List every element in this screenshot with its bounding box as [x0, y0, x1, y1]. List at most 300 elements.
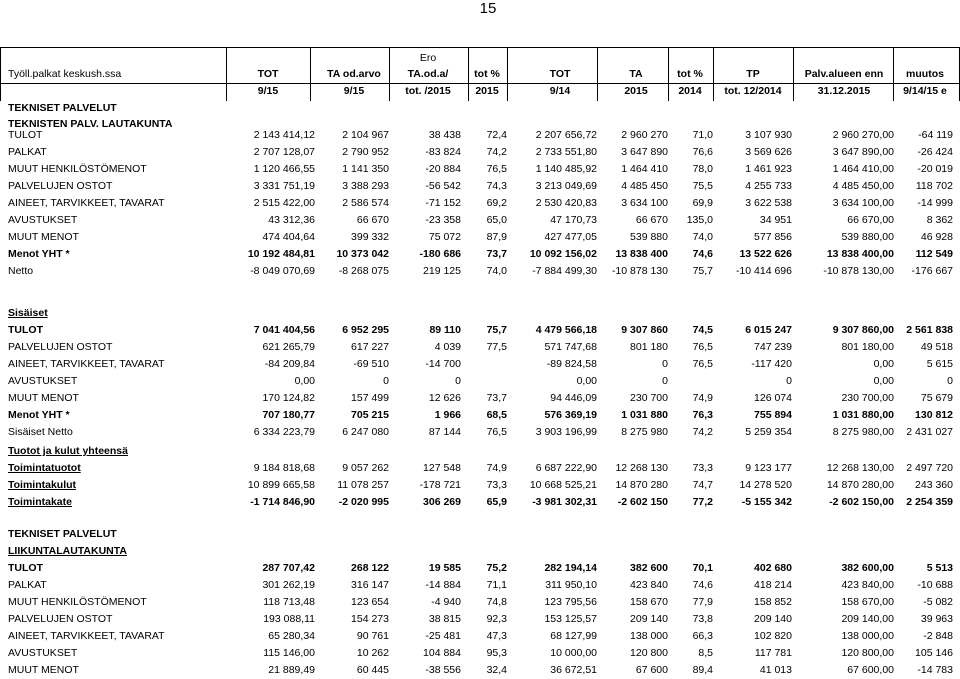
cell-value: 382 600,00 [841, 562, 894, 574]
cell-value: 158 852 [754, 596, 792, 608]
cell-value: 4 039 [434, 341, 461, 353]
cell-value: 74,0 [486, 265, 507, 277]
cell-value: -1 714 846,90 [250, 496, 315, 508]
header-cell: tot. /2015 [405, 85, 451, 97]
header-cell: muutos [906, 68, 944, 80]
cell-value: -25 481 [425, 630, 461, 642]
cell-value: 158 670,00 [841, 596, 894, 608]
cell-value: 87 144 [428, 426, 461, 438]
cell-value: 8 275 980 [621, 426, 668, 438]
cell-value: 123 654 [351, 596, 389, 608]
cell-value: -10 878 130,00 [823, 265, 894, 277]
cell-value: 3 647 890 [621, 146, 668, 158]
cell-value: 1 140 485,92 [535, 163, 597, 175]
table-row [0, 127, 960, 144]
cell-value: 14 870 280 [615, 479, 668, 491]
cell-value: 10 899 665,58 [247, 479, 315, 491]
row-label: TULOT [8, 129, 43, 141]
row-label: Toimintatuotot [8, 462, 81, 474]
cell-value: 402 680 [754, 562, 792, 574]
cell-value: -8 049 070,69 [250, 265, 315, 277]
cell-value: 316 147 [351, 579, 389, 591]
cell-value: 8 275 980,00 [832, 426, 894, 438]
cell-value: 76,5 [692, 358, 713, 370]
table-row [0, 246, 960, 263]
cell-value: 10 000,00 [550, 647, 597, 659]
row-label: Sisäiset Netto [8, 426, 73, 438]
cell-value: 5 259 354 [745, 426, 792, 438]
cell-value: -83 824 [425, 146, 461, 158]
cell-value: -14 884 [425, 579, 461, 591]
table-row [0, 628, 960, 645]
section-title-text: TEKNISET PALVELUT [8, 102, 117, 114]
cell-value: 3 331 751,19 [253, 180, 315, 192]
table-row [0, 212, 960, 229]
row-label: MUUT HENKILÖSTÖMENOT [8, 163, 147, 175]
cell-value: 13 838 400 [615, 248, 668, 260]
grid-line [468, 47, 469, 101]
header-cell: tot % [474, 68, 500, 80]
cell-value: 76,5 [486, 426, 507, 438]
cell-value: 0,00 [873, 358, 894, 370]
cell-value: 19 585 [428, 562, 461, 574]
grid-line [893, 47, 894, 101]
cell-value: 707 180,77 [262, 409, 315, 421]
cell-value: 4 485 450,00 [832, 180, 894, 192]
table-row [0, 390, 960, 407]
cell-value: 94 446,09 [550, 392, 597, 404]
cell-value: 747 239 [754, 341, 792, 353]
cell-value: 1 464 410,00 [832, 163, 894, 175]
cell-value: 0 [662, 358, 668, 370]
cell-value: 102 820 [754, 630, 792, 642]
cell-value: 75 072 [428, 231, 461, 243]
cell-value: 423 840,00 [841, 579, 894, 591]
cell-value: 89 110 [429, 324, 461, 336]
cell-value: 77,9 [692, 596, 713, 608]
cell-value: 153 125,57 [544, 613, 597, 625]
cell-value: -3 981 302,31 [532, 496, 597, 508]
cell-value: 77,2 [692, 496, 713, 508]
cell-value: 571 747,68 [544, 341, 597, 353]
cell-value: 6 334 223,79 [253, 426, 315, 438]
row-label: Menot YHT * [8, 248, 70, 260]
table-row [0, 195, 960, 212]
table-row [0, 611, 960, 628]
cell-value: 10 668 525,21 [529, 479, 597, 491]
cell-value: -2 602 150 [617, 496, 668, 508]
cell-value: 10 192 484,81 [247, 248, 315, 260]
cell-value: 75,7 [486, 324, 507, 336]
cell-value: 14 870 280,00 [826, 479, 894, 491]
cell-value: -56 542 [425, 180, 461, 192]
cell-value: -10 878 130 [611, 265, 668, 277]
cell-value: 69,2 [486, 197, 507, 209]
row-label: Toimintakate [8, 496, 72, 508]
cell-value: 1 461 923 [745, 163, 792, 175]
cell-value: 705 215 [351, 409, 389, 421]
cell-value: 74,9 [692, 392, 713, 404]
cell-value: -176 667 [911, 265, 953, 277]
cell-value: -71 152 [425, 197, 461, 209]
section-title-text: Sisäiset [8, 307, 48, 319]
cell-value: 9 123 177 [745, 462, 792, 474]
cell-value: 75,7 [692, 265, 713, 277]
table-row [0, 577, 960, 594]
cell-value: 74,6 [692, 248, 713, 260]
cell-value: 801 180,00 [841, 341, 894, 353]
table-row [0, 178, 960, 195]
table-row [0, 662, 960, 679]
cell-value: -26 424 [917, 146, 953, 158]
cell-value: -2 848 [923, 630, 953, 642]
cell-value: 74,3 [486, 180, 507, 192]
cell-value: 539 880 [630, 231, 668, 243]
cell-value: 3 569 626 [745, 146, 792, 158]
section-title-text: TEKNISTEN PALV. LAUTAKUNTA [8, 118, 173, 130]
cell-value: 2 515 422,00 [253, 197, 315, 209]
cell-value: 67 600 [635, 664, 668, 676]
cell-value: 0,00 [294, 375, 315, 387]
cell-value: 5 615 [926, 358, 953, 370]
cell-value: 154 273 [351, 613, 389, 625]
cell-value: 0 [662, 375, 668, 387]
header-cell: TP [746, 68, 760, 80]
cell-value: 66 670 [356, 214, 389, 226]
cell-value: -8 268 075 [338, 265, 389, 277]
cell-value: -14 700 [425, 358, 461, 370]
cell-value: 75,5 [692, 180, 713, 192]
cell-value: -89 824,58 [546, 358, 597, 370]
table-row [0, 477, 960, 494]
section-title [0, 100, 960, 117]
row-label: MUUT HENKILÖSTÖMENOT [8, 596, 147, 608]
cell-value: 38 438 [428, 129, 461, 141]
cell-value: 2 790 952 [342, 146, 389, 158]
cell-value: 6 952 295 [342, 324, 389, 336]
cell-value: 219 125 [423, 265, 461, 277]
cell-value: 3 388 293 [342, 180, 389, 192]
table-row [0, 494, 960, 511]
row-label: Toimintakulut [8, 479, 77, 491]
cell-value: 32,4 [486, 664, 507, 676]
cell-value: 75,2 [486, 562, 507, 574]
grid-line [793, 47, 794, 101]
cell-value: 89,4 [692, 664, 713, 676]
cell-value: 621 265,79 [262, 341, 315, 353]
cell-value: 243 360 [915, 479, 953, 491]
table-row [0, 424, 960, 441]
cell-value: 755 894 [754, 409, 792, 421]
table-row [0, 229, 960, 246]
cell-value: 43 312,36 [268, 214, 315, 226]
row-label: AVUSTUKSET [8, 214, 78, 226]
grid-line [226, 47, 227, 101]
cell-value: 157 499 [351, 392, 389, 404]
cell-value: 118 702 [915, 180, 953, 192]
cell-value: 73,3 [692, 462, 713, 474]
row-label: AINEET, TARVIKKEET, TAVARAT [8, 358, 165, 370]
cell-value: -38 556 [425, 664, 461, 676]
header-cell: 9/15 [343, 85, 365, 97]
cell-value: 76,3 [692, 409, 713, 421]
cell-value: 2 530 420,83 [535, 197, 597, 209]
section-title [0, 305, 960, 322]
cell-value: 123 795,56 [544, 596, 597, 608]
cell-value: 2 254 359 [906, 496, 953, 508]
cell-value: 60 445 [356, 664, 389, 676]
grid-line [310, 47, 311, 101]
row-label: MUUT MENOT [8, 392, 79, 404]
cell-value: 1 141 350 [342, 163, 389, 175]
header-cell: TOT [549, 68, 571, 80]
cell-value: 158 670 [630, 596, 668, 608]
header-cell: 9/14 [549, 85, 571, 97]
cell-value: 1 966 [434, 409, 461, 421]
cell-value: 0 [947, 375, 953, 387]
cell-value: 5 513 [926, 562, 953, 574]
cell-value: 71,1 [486, 579, 507, 591]
header-cell: TOT [257, 68, 279, 80]
row-label: TULOT [8, 324, 43, 336]
cell-value: 8,5 [698, 647, 713, 659]
header-cell: tot % [677, 68, 703, 80]
cell-value: 13 838 400,00 [826, 248, 894, 260]
table-row [0, 263, 960, 280]
header-cell: Ero [419, 52, 437, 64]
cell-value: 13 522 626 [739, 248, 792, 260]
cell-value: 112 549 [915, 248, 953, 260]
cell-value: 4 479 566,18 [535, 324, 597, 336]
cell-value: 2 586 574 [342, 197, 389, 209]
cell-value: 2 431 027 [906, 426, 953, 438]
grid-line [0, 47, 960, 48]
table-row [0, 356, 960, 373]
table-row [0, 144, 960, 161]
row-label: AINEET, TARVIKKEET, TAVARAT [8, 197, 165, 209]
cell-value: 76,5 [486, 163, 507, 175]
cell-value: 209 140 [754, 613, 792, 625]
cell-value: -5 082 [923, 596, 953, 608]
cell-value: 2 960 270,00 [832, 129, 894, 141]
cell-value: -84 209,84 [264, 358, 315, 370]
cell-value: -69 510 [353, 358, 389, 370]
cell-value: 95,3 [486, 647, 507, 659]
cell-value: -14 999 [917, 197, 953, 209]
cell-value: 71,0 [692, 129, 713, 141]
cell-value: 282 194,14 [544, 562, 597, 574]
header-cell: Palv.alueen enn [804, 68, 884, 80]
header-cell: TA.od.a/ [407, 68, 449, 80]
grid-line [507, 47, 508, 101]
grid-line [0, 83, 960, 84]
cell-value: 0,00 [576, 375, 597, 387]
cell-value: 382 600 [630, 562, 668, 574]
cell-value: 65,9 [486, 496, 507, 508]
header-row [0, 66, 960, 83]
header-cell: 9/14/15 e [903, 85, 947, 97]
cell-value: 617 227 [351, 341, 389, 353]
cell-value: 127 548 [423, 462, 461, 474]
cell-value: 77,5 [486, 341, 507, 353]
row-label: Netto [8, 265, 34, 277]
cell-value: 115 146,00 [263, 647, 315, 659]
cell-value: 39 963 [920, 613, 953, 625]
cell-value: 423 840 [630, 579, 668, 591]
cell-value: 306 269 [423, 496, 461, 508]
row-label: AVUSTUKSET [8, 375, 78, 387]
cell-value: 74,2 [692, 426, 713, 438]
cell-value: -2 020 995 [338, 496, 389, 508]
cell-value: 73,3 [486, 479, 507, 491]
cell-value: 301 262,19 [262, 579, 315, 591]
cell-value: 68 127,99 [550, 630, 597, 642]
cell-value: 41 013 [759, 664, 792, 676]
grid-line [668, 47, 669, 101]
cell-value: 427 477,05 [544, 231, 597, 243]
cell-value: 69,9 [692, 197, 713, 209]
cell-value: 2 733 551,80 [535, 146, 597, 158]
row-label: TULOT [8, 562, 43, 574]
cell-value: 311 950,10 [545, 579, 597, 591]
cell-value: 12 626 [428, 392, 461, 404]
cell-value: 3 634 100 [621, 197, 668, 209]
cell-value: -14 783 [917, 664, 953, 676]
cell-value: 7 041 404,56 [253, 324, 315, 336]
cell-value: 130 812 [915, 409, 953, 421]
header-cell: TA od.arvo [327, 68, 381, 80]
cell-value: 1 120 466,55 [253, 163, 315, 175]
cell-value: 9 307 860 [621, 324, 668, 336]
cell-value: 34 951 [759, 214, 792, 226]
cell-value: 47,3 [486, 630, 507, 642]
table-row [0, 407, 960, 424]
cell-value: 38 815 [428, 613, 461, 625]
cell-value: 70,1 [692, 562, 713, 574]
cell-value: 2 707 128,07 [253, 146, 315, 158]
cell-value: 3 107 930 [745, 129, 792, 141]
page-number: 15 [479, 0, 497, 17]
cell-value: 230 700 [630, 392, 668, 404]
cell-value: 577 856 [754, 231, 792, 243]
cell-value: 0 [786, 375, 792, 387]
row-label: PALVELUJEN OSTOT [8, 341, 113, 353]
cell-value: 74,8 [486, 596, 507, 608]
row-label: MUUT MENOT [8, 664, 79, 676]
header-cell: 2014 [678, 85, 702, 97]
header-cell: 2015 [475, 85, 499, 97]
section-title-text: Tuotot ja kulut yhteensä [8, 445, 128, 457]
cell-value: 10 373 042 [336, 248, 389, 260]
section-title-text: TEKNISET PALVELUT [8, 528, 117, 540]
cell-value: 2 207 656,72 [535, 129, 597, 141]
table-row [0, 460, 960, 477]
cell-value: 3 622 538 [745, 197, 792, 209]
cell-value: 65 280,34 [268, 630, 315, 642]
header-cell: tot. 12/2014 [724, 85, 782, 97]
cell-value: 6 247 080 [342, 426, 389, 438]
row-label: AVUSTUKSET [8, 647, 78, 659]
cell-value: 418 214 [754, 579, 792, 591]
cell-value: -5 155 342 [741, 496, 792, 508]
cell-value: 117 781 [754, 647, 792, 659]
header-row [0, 83, 960, 100]
cell-value: 73,7 [486, 248, 507, 260]
cell-value: 73,7 [486, 392, 507, 404]
cell-value: 74,5 [692, 324, 713, 336]
cell-value: 209 140,00 [841, 613, 894, 625]
cell-value: -64 119 [918, 129, 953, 141]
cell-value: 4 485 450 [621, 180, 668, 192]
cell-value: 193 088,11 [263, 613, 315, 625]
cell-value: 68,5 [486, 409, 507, 421]
cell-value: 105 146 [915, 647, 953, 659]
cell-value: -117 420 [751, 358, 792, 370]
row-label: PALVELUJEN OSTOT [8, 180, 113, 192]
cell-value: 3 903 196,99 [535, 426, 597, 438]
cell-value: 10 262 [356, 647, 389, 659]
row-label: PALKAT [8, 146, 47, 158]
cell-value: -4 940 [431, 596, 461, 608]
cell-value: 1 464 410 [621, 163, 668, 175]
cell-value: 801 180 [630, 341, 668, 353]
cell-value: 9 184 818,68 [253, 462, 315, 474]
cell-value: 138 000 [630, 630, 668, 642]
header-cell: 9/15 [257, 85, 279, 97]
row-label: Menot YHT * [8, 409, 70, 421]
section-title [0, 526, 960, 543]
cell-value: 1 031 880,00 [832, 409, 894, 421]
cell-value: 539 880,00 [841, 231, 894, 243]
cell-value: 3 647 890,00 [832, 146, 894, 158]
header-cell: 2015 [624, 85, 648, 97]
grid-line [0, 47, 1, 101]
cell-value: 120 800 [630, 647, 668, 659]
cell-value: 209 140 [630, 613, 668, 625]
cell-value: 0 [455, 375, 461, 387]
cell-value: 474 404,64 [262, 231, 315, 243]
cell-value: 74,9 [486, 462, 507, 474]
cell-value: 6 015 247 [745, 324, 792, 336]
cell-value: 2 561 838 [906, 324, 953, 336]
cell-value: 399 332 [351, 231, 389, 243]
grid-line [713, 47, 714, 101]
grid-line [389, 47, 390, 101]
cell-value: -2 602 150,00 [829, 496, 894, 508]
table-row [0, 645, 960, 662]
cell-value: 46 928 [920, 231, 953, 243]
table-row [0, 161, 960, 178]
header-cell: 31.12.2015 [817, 85, 871, 97]
table-row [0, 594, 960, 611]
header-cell: Työll.palkat keskush.ssa [8, 68, 122, 80]
cell-value: -20 884 [425, 163, 461, 175]
cell-value: -180 686 [419, 248, 461, 260]
cell-value: 66 670,00 [847, 214, 894, 226]
cell-value: 3 213 049,69 [535, 180, 597, 192]
cell-value: 2 497 720 [906, 462, 953, 474]
cell-value: 90 761 [356, 630, 389, 642]
cell-value: 9 307 860,00 [832, 324, 894, 336]
cell-value: 6 687 222,90 [535, 462, 597, 474]
cell-value: 12 268 130 [615, 462, 668, 474]
row-label: MUUT MENOT [8, 231, 79, 243]
cell-value: 75 679 [920, 392, 953, 404]
table-row [0, 322, 960, 339]
cell-value: 118 713,48 [263, 596, 315, 608]
cell-value: 74,0 [692, 231, 713, 243]
cell-value: 12 268 130,00 [826, 462, 894, 474]
